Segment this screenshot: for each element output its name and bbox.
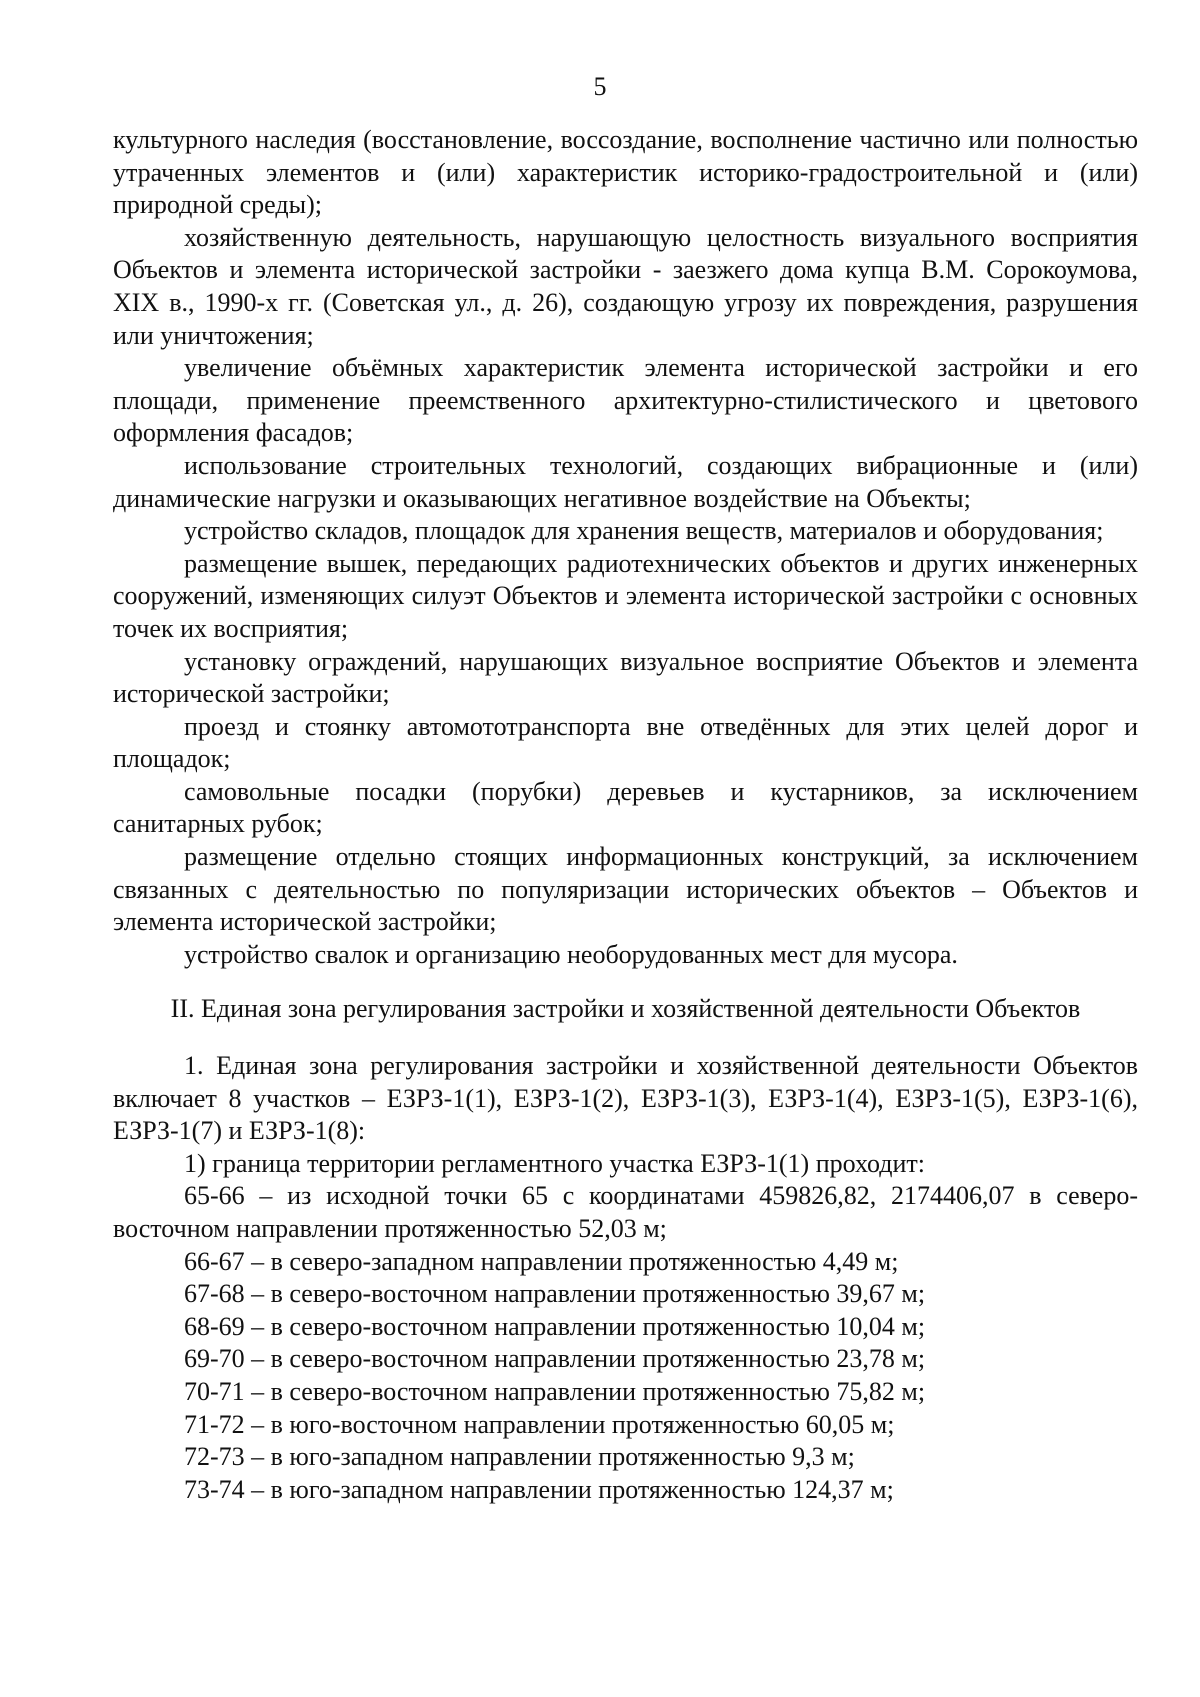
section-paragraph: 1) граница территории регламентного участка ЕЗРЗ-1(1) проходит: <box>184 1148 925 1178</box>
boundary-segment: 67-68 – в северо-восточном направлении протяженностью 39,67 м; <box>184 1279 926 1309</box>
boundary-segment: 69-70 – в северо-восточном направлении протяженностью 23,78 м; <box>184 1344 926 1374</box>
list-item: устройство свалок и организацию необорудованных мест для мусора. <box>184 939 958 969</box>
list-item-continuation: культурного наследия (восстановление, воссоздание, восполнение частично или полностью утраченных элементов и (или) характеристик историко-градостроительной и (или) природной среды); <box>113 125 1138 220</box>
list-item: использование строительных технологий, создающих вибрационные и (или) динамические нагрузки и оказывающих негативное воздействие на Объекты; <box>113 450 1138 513</box>
list-item: хозяйственную деятельность, нарушающую целостность визуального восприятия Объектов и элемента исторической застройки - заезжего дома купца В.М. Сорокоумова, XIX в., 1990-х гг. (Советская ул., д. 26), создающую угрозу их повреждения, разрушения или уничтожения; <box>113 222 1138 350</box>
list-item: установку ограждений, нарушающих визуальное восприятие Объектов и элемента исторической застройки; <box>113 646 1138 709</box>
boundary-segment: 66-67 – в северо-западном направлении протяженностью 4,49 м; <box>184 1246 899 1276</box>
boundary-segment: 73-74 – в юго-западном направлении протяженностью 124,37 м; <box>184 1474 894 1504</box>
boundary-segment: 71-72 – в юго-восточном направлении протяженностью 60,05 м; <box>184 1409 895 1439</box>
boundary-segment: 68-69 – в северо-восточном направлении протяженностью 10,04 м; <box>184 1311 926 1341</box>
list-item: самовольные посадки (порубки) деревьев и кустарников, за исключением санитарных рубок; <box>113 776 1138 839</box>
section-paragraph: 1. Единая зона регулирования застройки и хозяйственной деятельности Объектов включает 8 участков – ЕЗРЗ-1(1), ЕЗРЗ-1(2), ЕЗРЗ-1(3), ЕЗРЗ-1(4), ЕЗРЗ-1(5), ЕЗРЗ-1(6), ЕЗРЗ-1(7) и ЕЗРЗ-1(8): <box>113 1051 1138 1146</box>
page-number: 5 <box>593 72 607 101</box>
list-item: размещение вышек, передающих радиотехнических объектов и других инженерных сооружений, изменяющих силуэт Объектов и элемента исторической застройки с основных точек их восприятия; <box>113 548 1138 643</box>
boundary-segment: 65-66 – из исходной точки 65 с координатами 459826,82, 2174406,07 в северо-восточном направлении протяженностью 52,03 м; <box>113 1181 1138 1243</box>
section-heading: II. Единая зона регулирования застройки и хозяйственной деятельности Объектов <box>170 994 1081 1024</box>
boundary-segment: 70-71 – в северо-восточном направлении протяженностью 75,82 м; <box>184 1376 926 1406</box>
list-item: устройство складов, площадок для хранения веществ, материалов и оборудования; <box>184 516 1104 546</box>
list-item: проезд и стоянку автомототранспорта вне отведённых для этих целей дорог и площадок; <box>113 711 1138 774</box>
list-item: размещение отдельно стоящих информационных конструкций, за исключением связанных с деятельностью по популяризации исторических объектов – Объектов и элемента исторической застройки; <box>113 842 1138 937</box>
list-item: увеличение объёмных характеристик элемента исторической застройки и его площади, применение преемственного архитектурно-стилистического и цветового оформления фасадов; <box>113 353 1138 448</box>
boundary-segment: 72-73 – в юго-западном направлении протяженностью 9,3 м; <box>184 1442 855 1472</box>
document-body <box>113 124 1138 1506</box>
